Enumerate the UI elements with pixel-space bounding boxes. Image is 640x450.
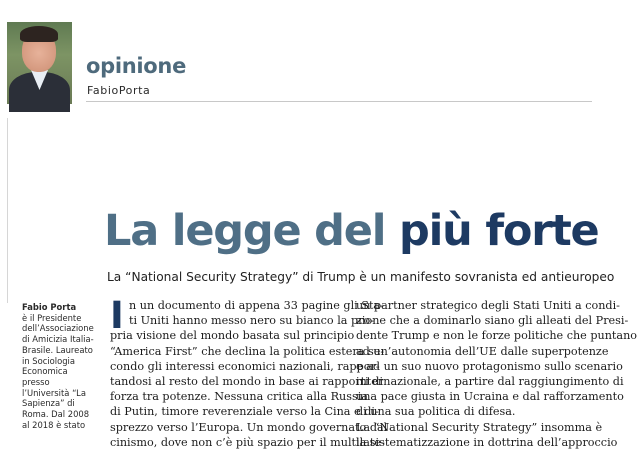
article-column-1	[110, 294, 388, 450]
bio-line: Sapienza” di	[22, 398, 75, 409]
article-column-2	[356, 298, 638, 450]
column-1-line: di Putin, timore reverenziale verso la Cina e di-	[110, 405, 379, 419]
column-2-line: una pace giusta in Ucraina e dal rafforzamento	[356, 390, 624, 404]
column-1-line: ti Uniti hanno messo nero su bianco la pro-	[129, 314, 375, 328]
column-2-line: la sistematizzazione in dottrina dell’approccio	[356, 435, 618, 449]
bio-text	[22, 312, 94, 431]
column-2-line: internazionale, a partire dal raggiungimento di	[356, 375, 624, 389]
dropcap: I	[110, 294, 124, 337]
column-2-line: zione che a dominarlo siano gli alleati del Presi-	[356, 314, 629, 328]
author-photo	[7, 22, 72, 104]
author-bio	[22, 302, 94, 430]
column-1-line: pria visione del mondo basata sul principio	[110, 329, 355, 343]
headline-part2: più forte	[399, 206, 599, 256]
column-2-line: dente Trump e non le forze politiche che puntano	[356, 329, 638, 343]
headline-part1: La legge del	[104, 206, 400, 256]
headline	[104, 205, 599, 257]
side-divider	[7, 118, 8, 303]
bio-line: Roma. Dal 2008	[22, 409, 90, 420]
column-1-line: condo gli interessi economici nazionali, rappor-	[110, 359, 380, 373]
column-1-line: forza tra potenze. Nessuna critica alla Russia	[110, 390, 368, 404]
bio-name: Fabio Porta	[22, 302, 77, 312]
bio-line: al 2018 è stato	[22, 419, 86, 430]
column-2-line: e ad un suo nuovo protagonismo sullo scenario	[356, 359, 623, 373]
bio-line: in Sociologia	[22, 355, 76, 366]
column-1-line: n un documento di appena 33 pagine gli Sta-	[129, 299, 384, 312]
column-2-line: La “National Security Strategy” insomma è	[356, 420, 603, 434]
column-1-line: tandosi al resto del mondo in base ai rapporti di	[110, 375, 384, 389]
bio-line: l’Università “La	[22, 387, 86, 398]
bio-line: è il Presidente	[22, 312, 82, 323]
bio-line: dell’Associazione	[22, 323, 94, 334]
column-2-line: ad un’autonomia dell’UE dalle superpotenze	[356, 344, 609, 358]
column-1-line: sprezzo verso l’Europa. Un mondo governato dal	[110, 420, 388, 434]
column-1-line: cinismo, dove non c’è più spazio per il multilate-	[110, 435, 385, 449]
column-1-text	[110, 294, 388, 450]
bio-line: Economica	[22, 366, 68, 377]
section-rubric: opinione	[86, 54, 187, 78]
column-2-text	[356, 298, 638, 450]
bio-line: Brasile. Laureato	[22, 344, 93, 355]
column-2-line: un partner strategico degli Stati Uniti a condi-	[356, 299, 620, 312]
column-2-line: di una sua politica di difesa.	[356, 405, 516, 419]
column-1-line: “America First” che declina la politica estera se-	[110, 344, 385, 358]
photo-hair	[20, 26, 58, 42]
bio-line: presso	[22, 376, 50, 387]
header-divider	[86, 101, 592, 102]
byline-author: FabioPorta	[87, 84, 151, 97]
subtitle: La “National Security Strategy” di Trump è un manifesto sovranista ed antieuropeo	[107, 270, 615, 284]
bio-line: di Amicizia Italia-	[22, 334, 94, 345]
